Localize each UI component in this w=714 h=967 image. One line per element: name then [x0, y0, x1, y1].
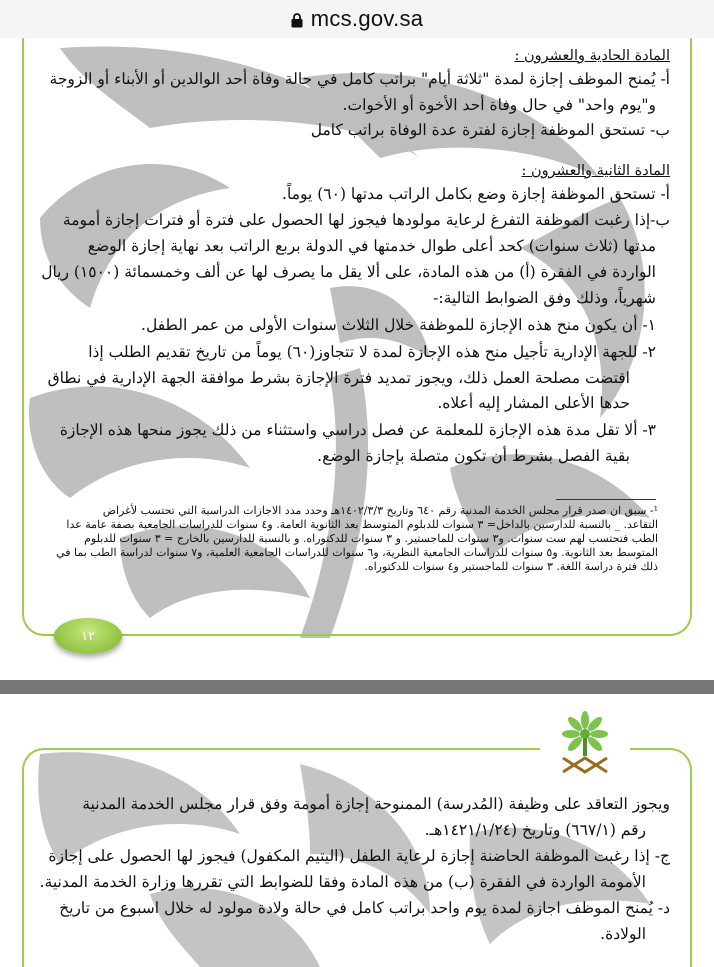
page-2-line: ويجوز التعاقد على وظيفة (المُدرسة) الممنوحة إجازة أمومة وفق قرار مجلس الخدمة المدنية — [82, 795, 670, 813]
article-21-line: أ- يُمنح الموظف إجازة لمدة "ثلاثة أيام" براتب كامل في حالة وفاة أحد الوالدين أو الأبناء أو الزوجة — [49, 70, 670, 88]
footnote-line: التقاعد. _ بالنسبة للدارسين بالداخل= ٣ سنوات للدبلوم المتوسط بعد الثانوية العامة. و٤ سنوات للدراسات الجامعية بصفة عامة عدا — [66, 518, 658, 531]
page-divider — [0, 680, 714, 694]
article-22-line: الواردة في الفقرة (أ) من هذه المادة، على ألا يقل ما يصرف لها عن ألف وخمسمائة (١٥٠٠) ريال — [41, 263, 656, 281]
lock-icon — [291, 13, 303, 28]
page-2-line: ج- إذا رغبت الموظفة الحاضنة إجازة لرعاية الطفل (اليتيم المكفول) فيجوز لها الحصول على إجازة — [48, 847, 670, 865]
article-22-line: بقية الفصل بشرط أن تكون متصلة بإجازة الوضع. — [317, 447, 630, 465]
article-22-line: ١- أن يكون منح هذه الإجازة للموظفة خلال الثلاث سنوات الأولى من عمر الطفل. — [141, 316, 656, 334]
document-page-1 — [0, 38, 714, 680]
footnote — [38, 504, 658, 584]
article-22-line: ب-إذا رغبت الموظفة التفرغ لرعاية مولودها فيجوز لها الحصول على فترة أو فترات إجازة أمومة — [62, 211, 670, 229]
page-1-text — [30, 38, 670, 498]
article-22-line: شهرياً، وذلك وفق الضوابط التالية:- — [433, 289, 656, 307]
page-2-text — [30, 794, 670, 964]
article-21-line: ب- تستحق الموظفة إجازة لفترة عدة الوفاة براتب كامل — [310, 121, 670, 139]
footnote-line: ذلك فترة دراسة اللغة. ٣ سنوات للماجستير و٤ سنوات للدكتوراه. — [364, 560, 658, 573]
article-22-line: مدتها (ثلاث سنوات) كحد أعلى طوال خدمتها في الدولة بربع الراتب بعد نهاية إجازة الوضع — [87, 237, 656, 255]
article-22-line: ٢- للجهة الإدارية تأجيل منح هذه الإجازة لمدة لا تتجاوز(٦٠) يوماً من تاريخ تقديم الطلب إذا — [88, 343, 656, 361]
page-2-line: د- يُمنح الموظف اجازة لمدة يوم واحد براتب كامل في حالة ولادة مولود له خلال اسبوع من تاريخ — [59, 899, 670, 917]
footnote-line: المتوسط بعد الثانوية. و٥ سنوات للدراسات الجامعية النظرية، و٦ سنوات للدراسات الجامعية العلمية، و٧ سنوات لدراسة الطب بما في — [56, 546, 658, 559]
article-22-line: ٣- ألا تقل مدة هذه الإجازة للمعلمة عن فصل دراسي واستثناء من ذلك يجوز منحها هذه الإجازة — [59, 421, 656, 439]
page-2-line: الولادة. — [600, 925, 646, 943]
mcs-palm-logo-icon — [540, 710, 630, 780]
article-21-heading: المادة الحادية والعشرون : — [514, 48, 670, 64]
footnote-line: ¹- سبق ان صدر قرار مجلس الخدمة المدنية رقم ٦٤٠ وتاريخ ١٤٠٢/٣/٣هـ وحدد مدد الاجازات الدراسية التي تحتسب لأغراض — [102, 504, 658, 517]
article-22-line: اقتضت مصلحة العمل ذلك، ويجوز تمديد فترة الإجازة بشرط موافقة الجهة الإدارية في نطاق — [47, 369, 630, 387]
article-22-line: حدها الأعلى المشار إليه أعلاه. — [437, 394, 630, 412]
url-text[interactable]: mcs.gov.sa — [310, 6, 424, 31]
page-2-line: رقم (٦٦٧/١) وتاريخ (١٤٢١/١/٢٤هـ. — [424, 821, 646, 839]
article-21-line: و"يوم واحد" في حال وفاة أحد الأخوة أو الأخوات. — [342, 96, 656, 114]
document-page-2 — [0, 694, 714, 967]
page-number-badge: ١٢ — [54, 618, 122, 654]
article-22-line: أ- تستحق الموظفة إجازة وضع بكامل الراتب مدتها (٦٠) يوماً. — [282, 185, 670, 203]
footnote-separator — [556, 499, 656, 500]
page-2-line: الأمومة الواردة في الفقرة (ب) من هذه المادة وفقا للضوابط التي تقررها وزارة الخدمة المدنية. — [39, 873, 646, 891]
url-container[interactable] — [291, 6, 424, 32]
footnote-line: الطب فتحتسب لهم ست سنوات. و٣ سنوات للماجستير. و ٣ سنوات للدكتوراه. و بالنسبة للدارسين بالخارج = ٣ سنوات للدبلوم — [84, 532, 658, 545]
browser-url-bar[interactable] — [0, 0, 714, 39]
article-22-heading: المادة الثانية والعشرون : — [521, 163, 670, 179]
